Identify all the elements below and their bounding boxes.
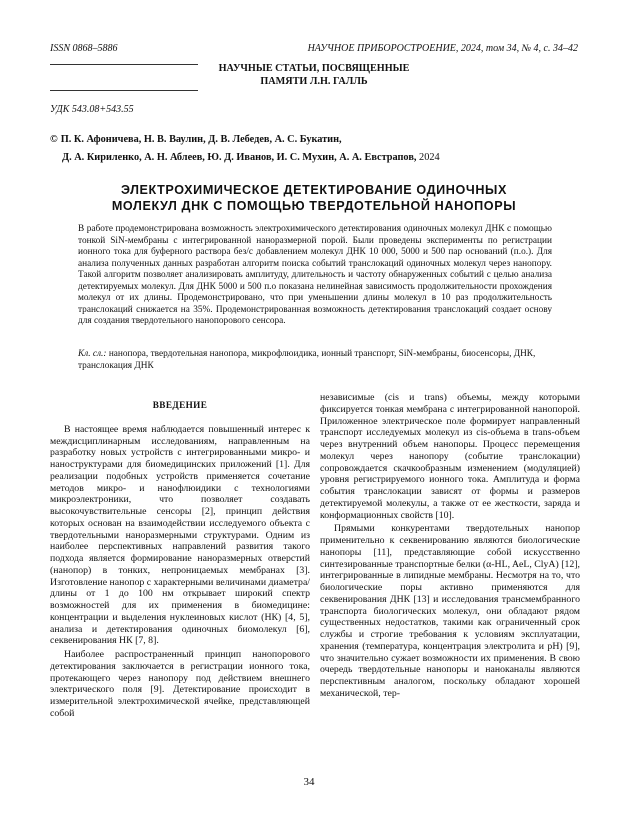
author-list [50,131,578,167]
section-top-rule [50,64,198,65]
copyright-icon: © [50,134,58,145]
page-number: 34 [303,776,315,788]
paragraph: Прямыми конкурентами твердотельных нанопор применительно к секвенированию являются биологические нанопоры [11], представляющие собой искусственно синтезированные транспортные белки (α-HL, AeL, ClyA) [12], интегрированные в липидные мембраны. Несмотря на то, что биологические поры активно применяются для секвенирования ДНК [13] и исследования трансмембранного транспорта биологических молекул, они обладают рядом существенных недостатков, такими как ограниченный срок службы и строгие требования к условиям эксплуатации, хранения (температура, концентрация электролита и pH) [9], что значительно сужает возможности их применения. В свою очередь твердотельные нанопоры и наноканалы являются перспективным аналогом, поскольку обладают хорошей механической, тер- [320,523,580,699]
udk-code: УДК 543.08+543.55 [50,104,134,115]
paragraph: В настоящее время наблюдается повышенный интерес к междисциплинарным исследованиям, направленным на разработку новых устройств с интегрированными микро- и наноструктурами для биомедицинских приложений [1]. Для реализации подобных устройств применяется сочетание методов микро- и нанофлюидики с технологиями микроэлектроники, что позволяет создавать высокочувствительные сенсоры [2], принцип действия которых основан на взаимодействии исследуемого объекта с твердотельными наноразмерными структурами. Одним из наиболее перспективных направлений развития такого подхода является формирование наноразмерных отверстий (нанопор) в тонких, непроницаемых мембранах [3]. Изготовление нанопор с характерными величинами диаметра/длины от 1 до 100 нм открывает широкий спектр возможностей для их применения в биомедицине: концентрации и выделения нуклеиновых кислот (НК) [4, 5], анализа и детектирования одиночных биомолекул [6], секвенирования НК [7, 8]. [50,423,311,647]
authors-line-1: П. К. Афоничева, Н. В. Ваулин, Д. В. Лебедев, А. С. Букатин, [60,134,342,145]
keywords-text: нанопора, твердотельная нанопора, микрофлюидика, ионный транспорт, SiN-мембраны, биосенсоры, ДНК, транслокация ДНК [78,349,536,371]
section-heading [50,62,578,88]
issn: ISSN 0868–5886 [50,43,118,54]
journal-reference: НАУЧНОЕ ПРИБОРОСТРОЕНИЕ, 2024, том 34, № 4, с. 34–42 [307,43,578,54]
keywords-label: Кл. сл.: [78,349,107,359]
section-bottom-rule [50,90,198,91]
right-column [320,392,580,700]
authors-line-2: Д. А. Кириленко, А. Н. Аблеев, Ю. Д. Иванов, И. С. Мухин, А. А. Евстрапов, [62,152,417,163]
paragraph: Наиболее распространенный принцип нанопорового детектирования заключается в регистрации ионного тока, протекающего через нанопору под действием внешнего электрического поля [9]. Детектирование происходит в измерительной электрохимической ячейке, представляющей собой [50,649,310,719]
copyright-year: 2024 [419,152,440,163]
left-column [50,392,310,720]
keywords [78,349,552,372]
section-heading-line1: НАУЧНЫЕ СТАТЬИ, ПОСВЯЩЕННЫЕ [218,63,410,74]
section-heading-line2: ПАМЯТИ Л.Н. ГАЛЛЬ [260,76,368,87]
intro-heading: ВВЕДЕНИЕ [152,400,208,410]
abstract: В работе продемонстрирована возможность электрохимического детектирования одиночных молекул ДНК с помощью тонкой SiN-мембраны с интегрированной наноразмерной порой. Были проведены эксперименты по регистрации ионного тока для буферного раствора без/с добавлением молекул ДНК 10 000, 5000 и 500 пар оснований (п.о.). Для анализа полученных данных разработан алгоритм поиска событий транслокаций одиночных молекул через нанопору. Такой алгоритм позволяет анализировать амплитуду, длительность и частоту обнаруженных событий с целью анализа детектируемых молекул. Для ДНК 5000 и 500 п.о показана нелинейная зависимость продолжительности прохождения молекул от их длины. Продемонстрировано, что при уменьшении длины молекул в 10 раз продолжительность транслокаций снижается на 35%. Продемонстрированная возможность детектирования транслокаций создает основу для создания твердотельного нанопорового сенсора. [78,224,552,326]
title-line-2: МОЛЕКУЛ ДНК С ПОМОЩЬЮ ТВЕРДОТЕЛЬНОЙ НАНОПОРЫ [111,199,517,213]
title-line-1: ЭЛЕКТРОХИМИЧЕСКОЕ ДЕТЕКТИРОВАНИЕ ОДИНОЧНЫХ [121,183,507,197]
article-title [60,182,568,214]
paragraph: независимые (cis и trans) объемы, между которыми фиксируется тонкая мембрана с интегрированной нанопорой. Приложенное электрическое поле формирует направленный транспорт исследуемых молекул из cis-объема в trans-объем через внутренний объем нанопоры. Процесс перемещения молекул через нанопору (событие транслокации) сопровождается скачкообразным изменением (модуляцией) уровня регистрируемого ионного тока. Амплитуда и форма события транслокации зависят от формы и размеров детектируемой молекулы, а также от ее жесткости, заряда и конформационных свойств [10]. [320,392,580,521]
